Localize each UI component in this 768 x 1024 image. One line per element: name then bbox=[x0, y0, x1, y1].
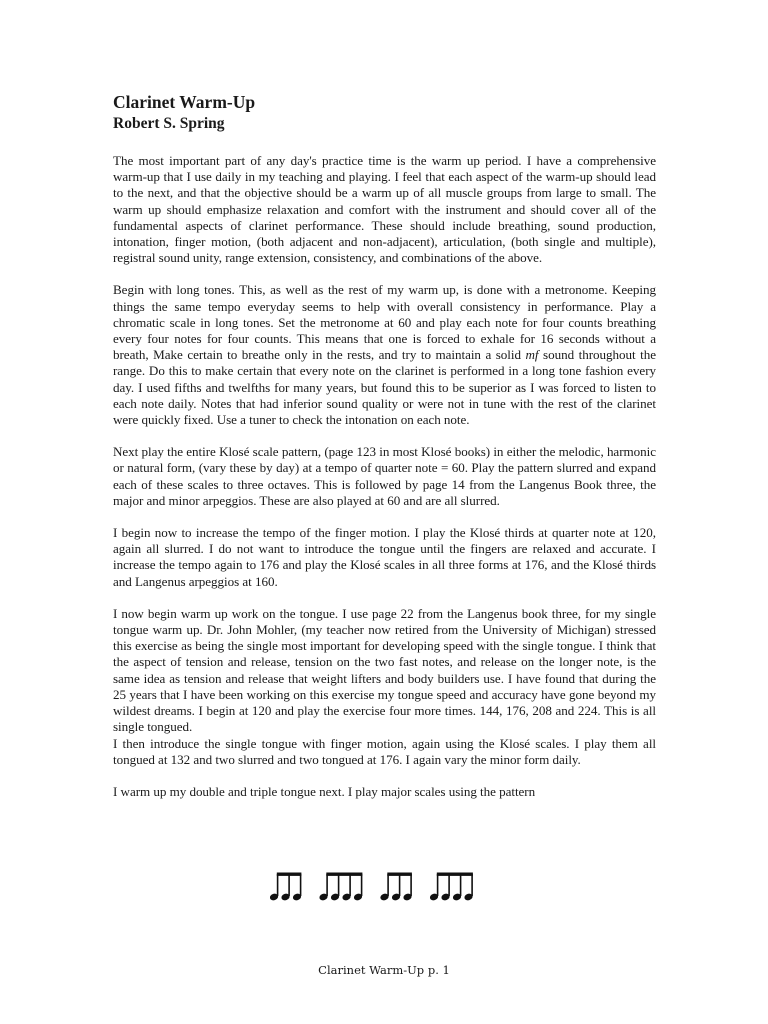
beamed-note-group-icon bbox=[270, 873, 302, 902]
paragraph-tongue-warmup: I now begin warm up work on the tongue. I use page 22 from the Langenus book three, for my single tongue warm up. Dr. John Mohler, (my teacher now retired from the University of Michigan) stressed this exercise as being the single most important for developing speed with the single tongue. I think that the aspect of tension and release, tension on the two fast notes, and release on the longer note, is the same idea as tension and release that weight lifters and body builders use. I have found that during the 25 years that I have been working on this exercise my tongue speed and accuracy have gone beyond my wildest dreams. I begin at 120 and play the exercise four more times. 144, 176, 208 and 224. This is all single tongued. bbox=[113, 605, 656, 735]
document-page bbox=[113, 92, 656, 816]
paragraph-finger-tempo: I begin now to increase the tempo of the finger motion. I play the Klosé thirds at quarter note at 120, again all slurred. I do not want to introduce the tongue until the fingers are relaxed and accurate. I increase the tempo again to 176 and play the Klosé scales in all three forms at 176, and the Klosé thirds and Langenus arpeggios at 160. bbox=[113, 525, 656, 589]
note-beam bbox=[326, 873, 362, 876]
document-author: Robert S. Spring bbox=[113, 115, 225, 132]
paragraph-klose-scales: Next play the entire Klosé scale pattern, (page 123 in most Klosé books) in either the melodic, harmonic or natural form, (vary these by day) at a tempo of quarter note = 60. Play the pattern slurred and expand each of these scales to three octaves. This is followed by page 14 from the Langenus Book three, the major and minor arpeggios. These are also played at 60 and are all slurred. bbox=[113, 444, 656, 508]
beamed-note-group-icon bbox=[379, 873, 412, 902]
note-beam bbox=[387, 873, 412, 876]
page-footer: Clarinet Warm-Up p. 1 bbox=[318, 963, 450, 977]
long-tones-text-b: sound throughout the range. Do this to make certain that every note on the clarinet is performed in a long tone fashion every day. I used fifths and twelfths for many years, but found this to be superior as I was forced to listen to each note daily. Notes that had inferior sound quality or were not in tune with the rest of the clarinet were quickly fixed. Use a tuner to check the intonation on each note. bbox=[113, 347, 656, 428]
paragraph-long-tones bbox=[113, 282, 656, 428]
beamed-note-group-icon bbox=[318, 873, 363, 902]
long-tones-text-a: Begin with long tones. This, as well as the rest of my warm up, is done with a metronome. Keeping things the same tempo everyday seems to help with overall consistency in performance. Play a chromatic scale in long tones. Set the metronome at 60 and play each note for four counts breathing every four notes for four counts. This means that one is forced to exhale for 16 seconds without a breath, Make certain to breathe only in the rests, and try to maintain a solid bbox=[113, 282, 656, 363]
paragraph-single-tongue-fingers: I then introduce the single tongue with finger motion, again using the Klosé scales. I play them all tongued at 132 and two slurred and two tongued at 176. I again vary the minor form daily. bbox=[113, 735, 656, 767]
note-beam bbox=[437, 873, 473, 876]
paragraph-double-triple: I warm up my double and triple tongue next. I play major scales using the pattern bbox=[113, 783, 536, 799]
dynamic-mf: mf bbox=[525, 347, 539, 363]
beamed-note-group-icon bbox=[429, 873, 474, 902]
note-beam bbox=[277, 873, 302, 876]
rhythm-pattern-figure bbox=[270, 868, 490, 904]
paragraph-intro: The most important part of any day's practice time is the warm up period. I have a comprehensive warm-up that I use daily in my teaching and playing. I feel that each aspect of the warm-up should lead to the next, and that the objective should be a warm up of all muscle groups from large to small. The warm up should emphasize relaxation and comfort with the instrument and should cover all of the fundamental aspects of clarinet performance. These should include breathing, sound production, intonation, finger motion, (both adjacent and non-adjacent), articulation, (both single and multiple), registral sound unity, range extension, consistency, and combinations of the above. bbox=[113, 153, 656, 266]
document-title: Clarinet Warm-Up bbox=[113, 92, 256, 112]
